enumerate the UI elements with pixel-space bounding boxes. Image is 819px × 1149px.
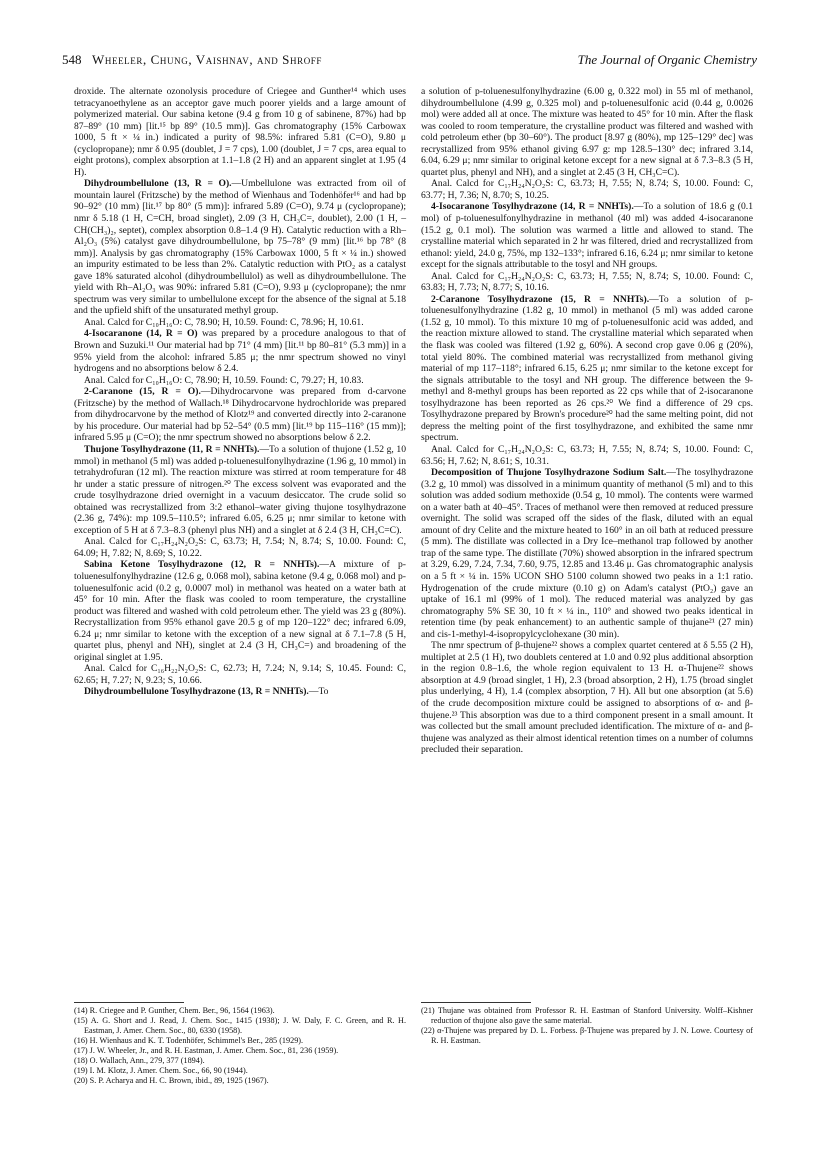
footnote: (14) R. Criegee and P. Gunther, Chem. Ber., 96, 1564 (1963).: [74, 1006, 275, 1015]
footnote: (15) A. G. Short and J. Read, J. Chem. Soc., 1415 (1938); J. W. Daly, F. C. Green, and R. H. Eastman, J. Amer. Chem. Soc., 80, 6330 (1958).: [74, 1016, 406, 1035]
paragraph-text: Anal. Calcd for C₁₀H₁₆O: C, 78.90; H, 10.59. Found: C, 78.96; H, 10.61.: [84, 316, 364, 328]
paragraph: [421, 271, 753, 294]
footnote-rule-right: [421, 1002, 531, 1003]
left-column: [74, 86, 406, 698]
paragraph: [74, 686, 406, 698]
footnote: (17) J. W. Wheeler, Jr., and R. H. Eastman, J. Amer. Chem. Soc., 81, 236 (1959).: [74, 1046, 339, 1055]
paragraph: [74, 86, 406, 178]
paragraph: [74, 663, 406, 686]
section-heading: 2-Caranone (15, R = O).: [84, 386, 201, 398]
paragraph-text: —A mixture of p-toluenesulfonylhydrazine (12.6 g, 0.068 mol), sabina ketone (9.4 g, 0.068 mol) and p-toluenesulfonic acid (0.2 g, 0.0007 mol) in methanol was heated on a water bath at 45° for 10 min. After the flask was cooled to room temperature, the crystalline product was filtered and washed with cold petroleum ether. The yield was 23 g (80%). Recrystallization from 95% ethanol gave 20.5 g of mp 120–122° dec; infrared 6.09, 6.24 μ; nmr similar to ketone with the exception of a new signal at δ 7.1–7.8 (5 H, quartet plus, phenyl and NH), singlet at 2.4 (3 H, CH₃C=) and broadening of the original singlet at 1.95.: [74, 559, 407, 663]
running-authors: Wheeler, Chung, Vaishnav, and Shroff: [92, 52, 323, 67]
footnote: (22) α-Thujene was prepared by D. L. Forbess. β-Thujene was prepared by J. N. Lowe. Courtesy of R. H. Eastman.: [421, 1026, 753, 1045]
page-number: 548: [62, 52, 82, 67]
paragraph-text: Anal. Calcd for C₁₇H₂₄N₂O₂S: C, 63.73; H, 7.54; N, 8.74; S, 10.00. Found: C, 64.09; H, 7.82; N, 8.69; S, 10.22.: [74, 536, 406, 559]
paragraph-text: The nmr spectrum of β-thujene²² shows a complex quartet centered at δ 5.55 (2 H), multiplet at 2.5 (1 H), two doublets centered at 1.0 and 0.92 plus additional absorption in the region 0.8–1.6, the whole region equivalent to 13 H. α-Thujene²² shows absorption at 4.9 (broad singlet, 1 H), 2.3 (broad absorption, 2 H), 1.75 (broad singlet plus underlying, 4 H), 1.4 (complex absorption, 7 H). All but one absorption (at 5.6) of the crude decomposition mixture could be assigned to absorptions of α- and β-thujene.²³ This absorption was due to a third component present in a small amount. It was collected but the small amount precluded identification. The mixture of α- and β-thujene was analyzed as their almost identical retention times on a number of columns precluded their separation.: [421, 640, 753, 756]
footnote: (21) Thujane was obtained from Professor R. H. Eastman of Stanford University. Wolff–Kishner reduction of thujone also gave the same material.: [421, 1006, 753, 1025]
footnote: (16) H. Wienhaus and K. T. Todenhöfer, Schimmel's Ber., 285 (1929).: [74, 1036, 304, 1045]
paragraph: [74, 178, 406, 317]
footnote: (18) O. Wallach, Ann., 279, 377 (1894).: [74, 1056, 205, 1065]
paragraph: [421, 86, 753, 178]
journal-title: The Journal of Organic Chemistry: [577, 52, 757, 67]
paragraph: [421, 178, 753, 201]
paragraph-text: —To: [308, 686, 329, 698]
page-header: [62, 52, 757, 72]
paragraph-text: —To a solution of thujone (1.52 g, 10 mmol) in methanol (5 ml) was added p-toluenesulfonylhydrazine (1.96 g, 10 mmol) in tetrahydrofuran (12 ml). The reaction mixture was stirred at room temperature for 48 hr under a static pressure of nitrogen.²⁰ The excess solvent was evaporated and the crude tosylhydrazone dried overnight in a vacuum desiccator. The crude solid so obtained was recrystallized from 3:2 ethanol–water giving thujone tosylhydrazone (2.36 g, 74%): mp 109.5–110.5°; infrared 6.05, 6.25 μ; nmr similar to ketone with exception of 5 H at δ 7.3–8.3 (phenyl plus NH) and a singlet at δ 2.4 (3 H, CH₃C=C).: [74, 443, 407, 536]
section-heading: 2-Caranone Tosylhydrazone (15, R = NNHTs).: [431, 293, 650, 305]
footnote: (19) I. M. Klotz, J. Amer. Chem. Soc., 66, 90 (1944).: [74, 1066, 248, 1075]
paragraph-text: Anal. Calcd for C₁₀H₁₆O: C, 78.90; H, 10.59. Found: C, 79.27; H, 10.83.: [84, 374, 364, 386]
paragraph-text: —The tosylhydrazone (3.2 g, 10 mmol) was dissolved in a minimum quantity of methanol (5 ml) and to this solution was added sodium methoxide (0.54 g, 10 mmol). The contents were warmed on a water bath at 40–45°. Traces of methanol were then removed at reduced pressure overnight. The solid was scraped off the sides of the flask, diluted with an equal amount of dry Celite and the mixture heated to 160° in an oil bath at reduced pressure (5 mm). The distillate was collected in a Dry Ice–methanol trap followed by another trap of the same type. The distillate (70%) showed absorption in the infrared spectrum at 3.29, 6.29, 7.24, 7.34, 7.60, 9.75, 12.85 and 13.46 μ. Gas chromatographic analysis on a 5 ft × ¼ in. 15% UCON SHO 5100 column showed two peaks in a 1:1 ratio. Hydrogenation of the crude mixture (0.10 g) on Adam's catalyst (PtO₂) gave an uptake of 16.1 ml (99% of 1 mol). The reduced material was analyzed by gas chromatography 5% SE 30, 10 ft × ¼ in., 110° and showed two peaks identical in retention time (by peak enhancement) to an authentic sample of thujane²¹ (27 min) and cis-1-methyl-4-isopropylcyclohexane (30 min).: [421, 467, 753, 640]
paragraph-text: Anal. Calcd for C₁₇H₂₄N₂O₂S: C, 63.73; H, 7.55; N, 8.74; S, 10.00. Found: C, 63.83; H, 7.73; N, 8.77; S, 10.16.: [421, 270, 753, 294]
section-heading: Dihydroumbellulone (13, R = O).: [84, 178, 232, 190]
paragraph: [421, 201, 753, 270]
right-column: [421, 86, 753, 756]
paragraph: [74, 559, 406, 663]
paragraph: [74, 444, 406, 536]
paragraph-text: —Dihydrocarvone was prepared from d-carvone (Fritzsche) by the method of Wallach.¹⁸ Dihydrocarvone hydrochloride was prepared from dihydrocarvone by the method of Klotz¹⁹ and converted directly into 2-caranone by his procedure. Our material had bp 52–54° (0.5 mm) [lit.¹⁹ bp 115–116° (15 mm)]; infrared 5.95 μ (C=O); the nmr spectrum showed no absorptions below δ 2.2.: [74, 386, 407, 444]
paragraph-text: Anal. Calcd for C₁₇H₂₄N₂O₂S: C, 63.73; H, 7.55; N, 8.74; S, 10.00. Found: C, 63.77; H, 7.36; N, 8.70; S, 10.25.: [421, 178, 753, 201]
paragraph: [74, 328, 406, 374]
paragraph-text: was prepared by a procedure analogous to that of Brown and Suzuki.¹¹ Our material had bp 71° (4 mm) [lit.¹¹ bp 80–81° (5.3 mm)] in a 95% yield from the alcohol: infrared 5.85 μ; the nmr spectrum showed no vinyl hydrogens and no absorptions below δ 2.4.: [74, 328, 406, 375]
paragraph-text: Anal. Calcd for C₁₇H₂₄N₂O₂S: C, 63.73; H, 7.55; N, 8.74; S, 10.00. Found: C, 63.56; H, 7.62; N, 8.61; S, 10.31.: [421, 443, 753, 467]
paragraph-text: a solution of p-toluenesulfonylhydrazine (6.00 g, 0.322 mol) in 55 ml of methanol, dihydroumbellulone (4.99 g, 0.325 mol) and p-toluenesulfonic acid (0.44 g, 0.0026 mol) were added all at once. The mixture was heated to 45° for 10 min. After the flask was cooled to room temperature, the crystalline product was filtered and washed with cold petroleum ether (bp 30–60°). The product [8.97 g (80%), mp 125–129° dec] was recrystallized from 95% ethanol giving 6.97 g: mp 128.5–130° dec; infrared 3.14, 6.04, 6.29 μ; nmr similar to original ketone except for a new signal at δ 7.3–8.3 (5 H, quartet plus, phenyl and NH), and a singlet at 2.45 (3 H, CH₃C=C).: [421, 86, 753, 178]
section-heading: 4-Isocaranone (14, R = O): [84, 328, 198, 340]
paragraph: [421, 294, 753, 444]
paragraph: [421, 640, 753, 755]
footnotes-left: [74, 1006, 406, 1086]
section-heading: Dihydroumbellulone Tosylhydrazone (13, R = NNHTs).: [84, 686, 309, 698]
paragraph: [421, 444, 753, 467]
paragraph-text: Anal. Calcd for C₁₆H₂₂N₂O₂S: C, 62.73; H, 7.24; N, 9.14; S, 10.45. Found: C, 62.65; H, 7.27; N, 9.23; S, 10.66.: [74, 663, 406, 686]
paragraph-text: —Umbellulone was extracted from oil of mountain laurel (Fritzsche) by the method of Wienhaus and Todenhöfer¹⁶ and had bp 90–92° (10 mm) [lit.¹⁷ bp 80° (5 mm)]: infrared 5.89 (C=O), 9.74 μ (cyclopropane); nmr δ 5.18 (1 H, C=CH, broad singlet), 2.09 (3 H, CH₃C=, doublet), 2.00 (1 H, –CH(CH₃)₂, septet), complex absorption 0.8–1.4 (9 H). Catalytic reduction with a Rh–Al₂O₃ (5%) catalyst gave dihydroumbellulone, bp 75–78° (9 mm) [lit.¹⁶ bp 78° (8 mm)]. Analysis by gas chromatography (15% Carbowax 1000, 5 ft × ¼ in.) showed an impurity estimated to be less than 2%. Catalytic reduction with PtO₂ as a catalyst gave 18% saturated alcohol (dihydroumbellulol) as well as dihydroumbellulone. The yield with Rh–Al₂O₃ was 90%: infrared 5.81 (C=O), 9.93 μ (cyclopropane); the nmr spectrum was very similar to umbellulone except for the absence of the signal at 5.18 and the upfield shift of the unsaturated methyl group.: [74, 178, 406, 317]
section-heading: Thujone Tosylhydrazone (11, R = NNHTs).: [84, 443, 260, 455]
paragraph-text: —To a solution of 18.6 g (0.1 mol) of p-toluenesulfonylhydrazine in methanol (40 ml) was added 4-isocaranone (15.2 g, 0.1 mol). The solution was warmed a little and allowed to stand. The crystalline material which separated in 2 hr was filtered, dried and recrystallized from ethanol: yield, 24.0 g, 75%, mp 132–133°; infrared 6.16, 6.24 μ; nmr similar to ketone except for the signals attributable to the tosyl and NH groups.: [421, 201, 753, 271]
footnote: (20) S. P. Acharya and H. C. Brown, ibid., 89, 1925 (1967).: [74, 1076, 269, 1085]
section-heading: 4-Isocaranone Tosylhydrazone (14, R = NNHTs).: [431, 201, 634, 213]
paragraph: [74, 386, 406, 444]
paragraph-text: droxide. The alternate ozonolysis procedure of Criegee and Gunther¹⁴ which uses tetracyanoethylene as an acceptor gave much poorer yields and a large amount of polymerized material. Our sabina ketone (9.4 g from 10 g of sabinene, 87%) had bp 87–89° (10 mm) [lit.¹⁵ bp 89° (10.5 mm)]. Gas chromatography (15% Carbowax 1000, 5 ft × ¼ in.) indicated a purity of 98.5%: infrared 5.81 (C=O), 9.80 μ (cyclopropane); nmr δ 0.95 (doublet, J = 7 cps), 1.00 (doublet, J = 7 cps, area equal to eight protons), complex absorption at 1.1–1.8 (2 H) and an apparent singlet at 1.95 (4 H).: [74, 86, 406, 178]
paragraph: [74, 375, 406, 387]
paragraph-text: —To a solution of p-toluenesulfonylhydrazine (1.82 g, 10 mmol) in methanol (5 ml) was added carone (1.52 g, 10 mmol). To this mixture 10 mg of p-toluenesulfonic acid was added, and the reaction mixture allowed to stand. The crystalline material which separated when the flask was cooled was filtered (1.92 g, 60%). A second crop gave 0.06 g (20%), total yield 80%. The combined material was recrystallized from methanol giving material of mp 117–118°; infrared 6.15, 6.25 μ; nmr similar to the ketone except for the signals attributable to the tosyl and NH group. The difference between the 9-methyl and 8-methyl groups has been reported as 22 cps while that of 2-isocaranone tosylhydrazone has been reported as 26 cps.²⁰ We find a difference of 29 cps. Tosylhydrazone prepared by Brown's procedure²⁰ had the same melting point, did not depress the melting point of the first tosylhydrazone, and exhibited the same nmr spectrum.: [421, 293, 753, 444]
section-heading: Sabina Ketone Tosylhydrazone (12, R = NNHTs).: [84, 559, 320, 571]
footnotes-right: [421, 1006, 753, 1046]
paragraph: [74, 317, 406, 329]
paragraph: [421, 467, 753, 640]
paragraph: [74, 536, 406, 559]
footnote-rule-left: [74, 1002, 184, 1003]
section-heading: Decomposition of Thujone Tosylhydrazone Sodium Salt.: [431, 467, 667, 479]
